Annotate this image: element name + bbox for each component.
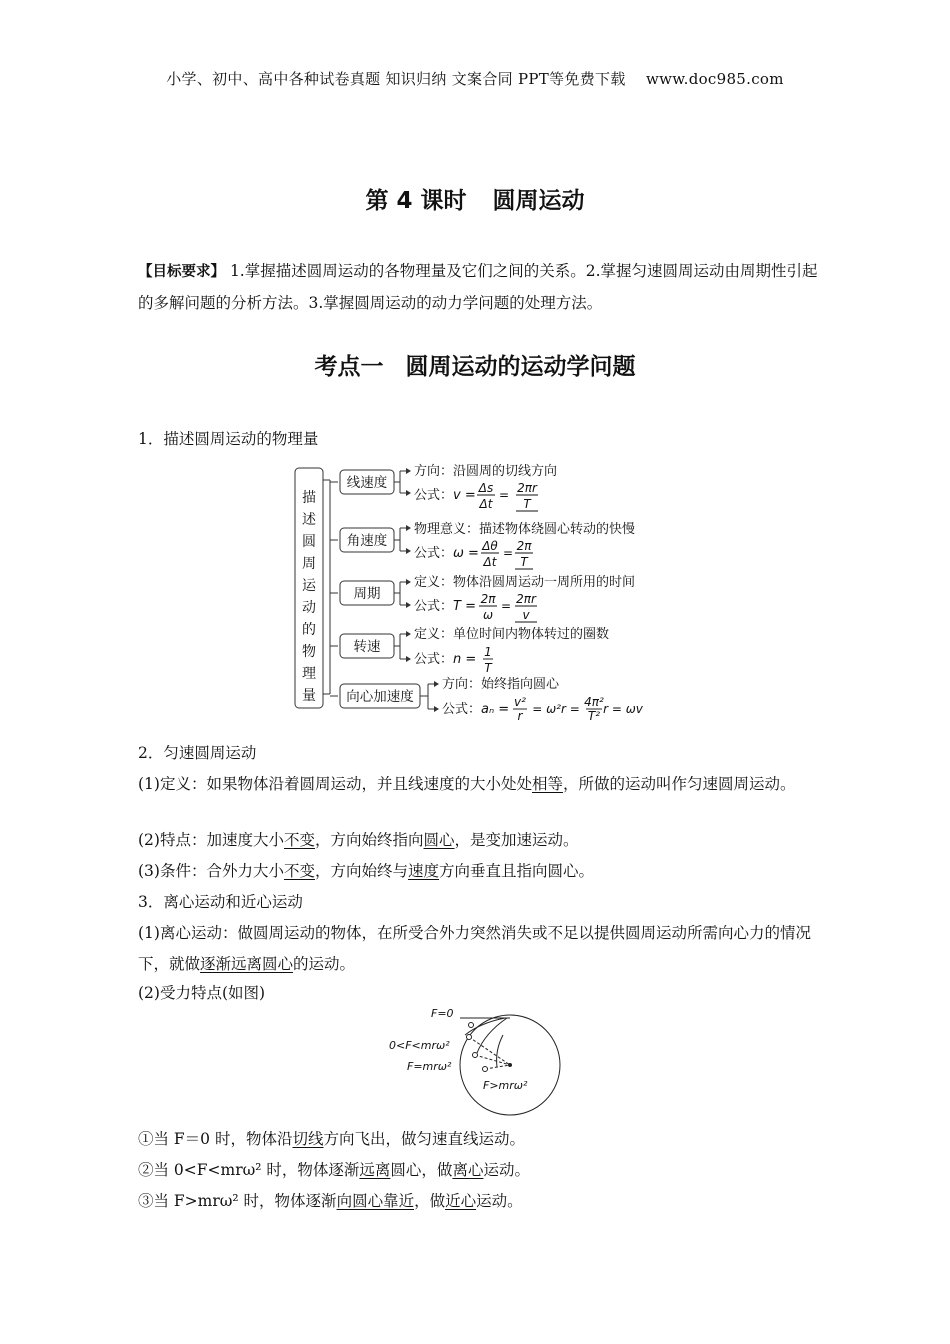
page-header: 小学、初中、高中各种试卷真题 知识归纳 文案合同 PPT等免费下载 www.doc985.com <box>166 70 784 88</box>
frac-den: ω <box>482 608 494 622</box>
frac-den: Δt <box>479 497 493 511</box>
section-title: 圆周运动的运动学问题 <box>405 354 636 380</box>
label-f-equal: F=mrω² <box>407 1060 452 1073</box>
lesson-number: 第 4 课时 <box>365 188 467 214</box>
svg-text:公式：T = <box>414 598 476 614</box>
s2-heading: 2．匀速圆周运动 <box>138 744 257 762</box>
concept-map <box>290 462 670 720</box>
frac-num: 2πr <box>517 481 537 495</box>
formula-mid: = ω²r = <box>532 702 580 716</box>
blank-answer: 离心 <box>452 1161 484 1179</box>
frac-den: T <box>520 555 528 569</box>
root-char: 的 <box>302 622 316 638</box>
label-f-less: 0<F<mrω² <box>389 1039 450 1052</box>
label-f-zero: F=0 <box>431 1007 454 1020</box>
frac-num: 2πr <box>516 592 536 606</box>
goal-requirements <box>138 256 828 319</box>
formula-symbol: T = <box>453 599 476 614</box>
svg-text:公式：v = <box>414 487 476 503</box>
root-char: 圆 <box>302 534 316 550</box>
formula-prefix: 公式： <box>414 488 454 503</box>
blank-answer: 不变 <box>283 831 315 849</box>
blank-answer: 近心 <box>445 1192 477 1210</box>
item-f-greater: ③当 F>mrω² 时，物体逐渐向圆心靠近，做近心运动。 <box>138 1192 523 1210</box>
label-f-greater: F>mrω² <box>483 1079 528 1092</box>
svg-text:公式：n = <box>414 651 476 667</box>
goal-text: 1.掌握描述圆周运动的各物理量及它们之间的关系。2.掌握匀速圆周运动由周期性引起的多解问题的分析方法。3.掌握圆周运动的动力学问题的处理方法。 <box>138 262 818 312</box>
formula-symbol: v = <box>453 488 476 503</box>
angular-velocity-meaning: 物理意义：描述物体绕圆心转动的快慢 <box>414 522 636 537</box>
blank-answer: 逐渐远离圆心 <box>200 955 294 973</box>
node-rotation-speed: 转速 <box>353 639 381 655</box>
formula-tail: r = ωv <box>603 702 643 716</box>
formula-prefix: 公式： <box>442 702 482 717</box>
frac-den: T² <box>587 709 601 720</box>
root-char: 周 <box>302 556 316 572</box>
node-linear-velocity: 线速度 <box>346 475 388 491</box>
formula-prefix: 公式： <box>414 546 454 561</box>
s3-centrifugal: (1)离心运动：做圆周运动的物体，在所受合外力突然消失或不足以提供圆周运动所需向心力的情况下，就做逐渐远离圆心的运动。 <box>138 924 811 973</box>
blank-answer: 切线 <box>292 1130 324 1148</box>
blank-answer: 不变 <box>283 862 315 880</box>
s3-force-heading: (2)受力特点(如图) <box>138 984 266 1002</box>
section-number: 考点一 <box>314 354 384 380</box>
period-definition: 定义：物体沿圆周运动一周所用的时间 <box>414 575 636 590</box>
blank-answer: 速度 <box>408 862 440 880</box>
section-heading <box>0 348 950 381</box>
item-f-less: ②当 0<F<mrω² 时，物体逐渐远离圆心，做离心运动。 <box>138 1161 530 1179</box>
node-centripetal-accel: 向心加速度 <box>346 689 414 705</box>
svg-text:公式：ω = <box>414 545 479 561</box>
force-figure <box>385 1005 565 1117</box>
frac-num: Δs <box>478 481 494 495</box>
frac-den: T <box>523 497 531 511</box>
goal-label: 【目标要求】 <box>138 264 225 280</box>
frac-num: 2π <box>516 539 532 553</box>
frac-num: 4π² <box>584 695 604 709</box>
formula-prefix: 公式： <box>414 652 454 667</box>
s2-feature: (2)特点：加速度大小不变，方向始终指向圆心，是变加速运动。 <box>138 831 579 849</box>
frac-den: v <box>522 608 530 622</box>
frac-den: r <box>517 709 523 720</box>
frac-den: T <box>484 661 492 675</box>
frac-num: Δθ <box>482 539 498 553</box>
frac-num: v² <box>514 695 526 709</box>
formula-symbol: n = <box>453 652 477 667</box>
svg-text:=: = <box>498 488 510 502</box>
svg-text:公式：aₙ = <box>442 701 509 717</box>
lesson-topic: 圆周运动 <box>492 188 585 214</box>
svg-text:=: = <box>502 546 514 560</box>
blank-answer: 远离 <box>359 1161 391 1179</box>
s2-definition: (1)定义：如果物体沿着圆周运动，并且线速度的大小处处相等，所做的运动叫作匀速圆周运动。 <box>138 775 796 793</box>
formula-symbol: ω = <box>453 546 479 561</box>
frac-den: Δt <box>483 555 497 569</box>
s3-heading: 3．离心运动和近心运动 <box>138 893 303 911</box>
svg-text:=: = <box>500 599 512 613</box>
frac-num: 2π <box>480 592 496 606</box>
formula-symbol: aₙ = <box>481 702 510 717</box>
lesson-title <box>0 182 950 215</box>
root-char: 运 <box>302 578 316 594</box>
node-angular-velocity: 角速度 <box>346 533 388 549</box>
root-char: 描 <box>302 490 316 506</box>
root-char: 理 <box>302 666 316 682</box>
root-char: 物 <box>302 644 316 660</box>
blank-answer: 相等 <box>531 775 563 793</box>
item-f-zero: ①当 F＝0 时，物体沿切线方向飞出，做匀速直线运动。 <box>138 1130 526 1148</box>
frac-num: 1 <box>484 645 492 659</box>
blank-answer: 向圆心靠近 <box>336 1192 415 1210</box>
root-char: 述 <box>302 512 316 528</box>
s2-condition: (3)条件：合外力大小不变，方向始终与速度方向垂直且指向圆心。 <box>138 862 595 880</box>
rotation-speed-definition: 定义：单位时间内物体转过的圈数 <box>414 627 610 642</box>
linear-velocity-direction: 方向：沿圆周的切线方向 <box>414 464 558 479</box>
blank-answer: 圆心 <box>423 831 455 849</box>
root-char: 动 <box>302 600 316 616</box>
centripetal-direction: 方向：始终指向圆心 <box>442 677 560 692</box>
root-char: 量 <box>302 688 316 704</box>
formula-prefix: 公式： <box>414 599 454 614</box>
s1-heading: 1．描述圆周运动的物理量 <box>138 430 319 448</box>
node-period: 周期 <box>353 586 381 602</box>
